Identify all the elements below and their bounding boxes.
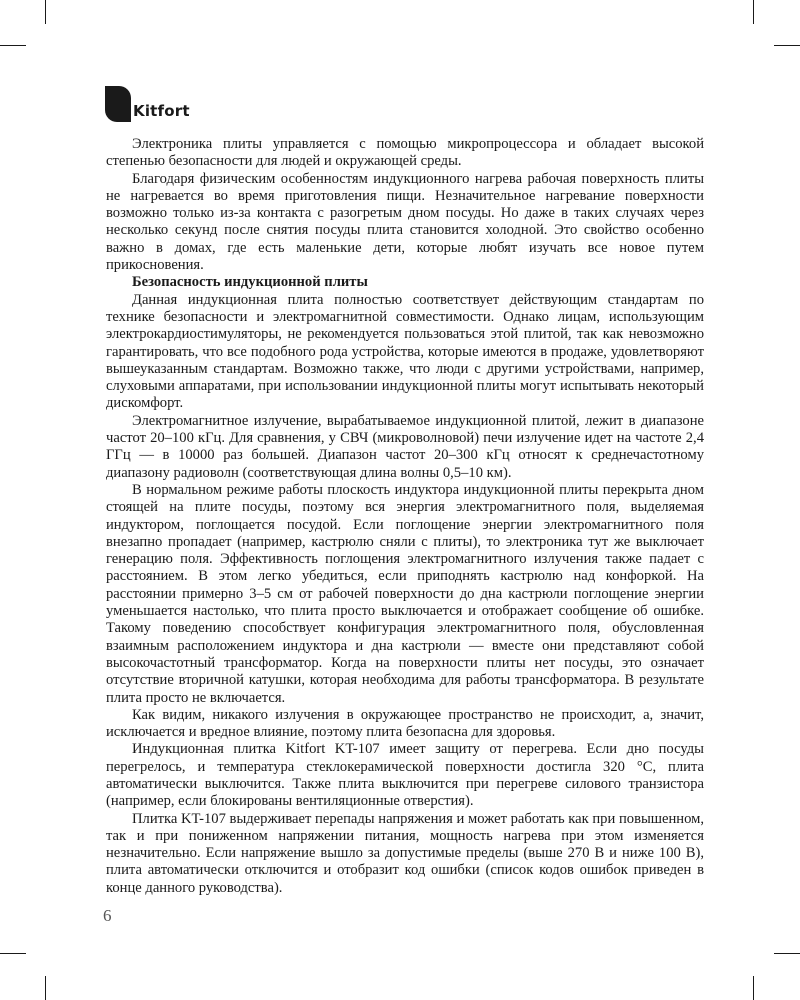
paragraph: Электроника плиты управляется с помощью микропроцессора и обладает высокой степенью безопасности для людей и окружающей среды. [106, 136, 704, 170]
crop-mark-bottom-left [45, 976, 46, 1000]
crop-mark-bottom-right [753, 976, 754, 1000]
crop-mark-right-top [774, 45, 800, 46]
crop-mark-right-bottom [774, 953, 800, 954]
paragraph: В нормальном режиме работы плоскость индуктора индукционной плиты перекрыта дном стоящей на плите посуды, поэтому вся энергия электромагнитного поля, выделяемая индуктором, поглощается посудой. Если поглощение энергии электромагнитного поля внезапно пропадает (например, кастрюлю сняли с плиты), то электроника тут же выключает генерацию поля. Эффективность поглощения электромагнитного излучения также падает с расстоянием. В этом легко убедиться, если приподнять кастрюлю над конфоркой. На расстоянии примерно 3–5 см от рабочей поверхности до дна кастрюли поглощение энергии уменьшается настолько, что плита просто выключается и отображает сообщение об ошибке. Такому поведению способствует конфигурация электромагнитного поля, обусловленная взаимным расположением индуктора и дна кастрюли — вместе они представляют собой высокочастотный трансформатор. Когда на поверхности плиты нет посуды, это означает отсутствие вторичной катушки, которая необходима для работы трансформатора. В результате плита просто не включается. [106, 481, 704, 706]
paragraph: Плитка KT-107 выдерживает перепады напряжения и может работать как при повышенном, так и при пониженном напряжении питания, мощность нагрева при этом изменяется незначительно. Если напряжение вышло за допустимые пределы (выше 270 В и ниже 100 В), плита автоматически отключится и отобразит код ошибки (список кодов ошибок приведен в конце данного руководства). [106, 810, 704, 896]
paragraph: Как видим, никакого излучения в окружающее пространство не происходит, а, значит, исключается и вредное влияние, поэтому плита безопасна для здоровья. [106, 706, 704, 741]
crop-mark-left-bottom [0, 953, 26, 954]
page-number: 6 [103, 906, 112, 925]
crop-mark-left-top [0, 45, 26, 46]
crop-mark-top-right [753, 0, 754, 24]
section-heading: Безопасность индукционной плиты [132, 274, 368, 291]
paragraph: Данная индукционная плита полностью соответствует действующим стандартам по технике безопасности и электромагнитной совместимости. Однако лицам, использующим электрокардиостимуляторы, не рекомендуется пользоваться этой плитой, так как невозможно гарантировать, что все подобного рода устройства, которые имеются в продаже, удовлетворяют вышеуказанным стандартам. Возможно также, что люди с другими устройствами, например, слуховыми аппаратами, при использовании индукционной плиты могут испытывать некоторый дискомфорт. [106, 291, 704, 412]
kitfort-logo-icon [105, 86, 131, 122]
crop-mark-top-left [45, 0, 46, 24]
paragraph: Благодаря физическим особенностям индукционного нагрева рабочая поверхность плиты не нагревается во время приготовления пищи. Незначительное нагревание поверхности возможно только из-за контакта с разогретым дном посуды. Но даже в таких случаях через несколько секунд после снятия посуды плита становится холодной. Это свойство особенно важно в домах, где есть маленькие дети, которые любят изучать все новое путем прикосновения. [106, 170, 704, 274]
paragraph: Электромагнитное излучение, вырабатываемое индукционной плитой, лежит в диапазоне частот 20–100 кГц. Для сравнения, у СВЧ (микроволновой) печи излучение идет на частоте 2,4 ГГц — в 10000 раз большей. Диапазон частот 20–300 кГц относят к среднечастотному диапазону радиоволн (соответствующая длина волны 0,5–10 км). [106, 412, 704, 481]
brand-logo [105, 82, 190, 122]
paragraph: Индукционная плитка Kitfort KT-107 имеет защиту от перегрева. Если дно посуды перегрелось, и температура стеклокерамической поверхности достигла 320 °С, плита автоматически выключится. Также плита выключится при перегреве силового транзистора (например, если блокированы вентиляционные отверстия). [106, 741, 704, 810]
brand-name: Kitfort [133, 102, 190, 120]
document-body [106, 136, 704, 897]
